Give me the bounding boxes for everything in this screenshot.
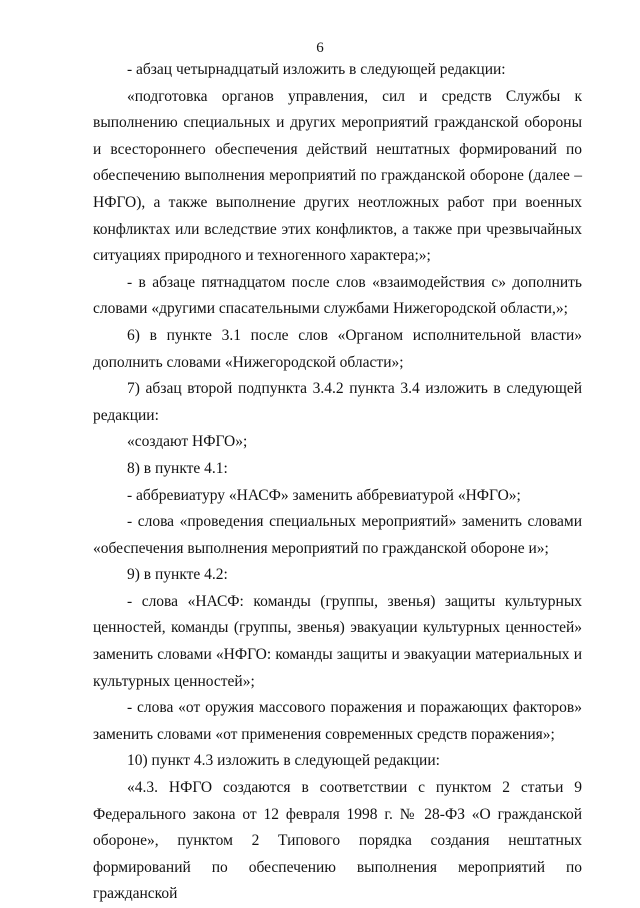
paragraph-6: «создают НФГО»; xyxy=(127,433,248,451)
paragraph-9: - слова «проведения специальных мероприятий» заменить словами «обеспечения выполнения мероприятий по гражданской обороне и»; xyxy=(93,513,582,557)
paragraph-12: - слова «от оружия массового поражения и поражающих факторов» заменить словами «от применения современных средств поражения»; xyxy=(93,699,582,743)
page-number: 6 xyxy=(316,40,324,56)
paragraph-3: - в абзаце пятнадцатом после слов «взаимодействия с» дополнить словами «другими спасательными службами Нижегородской области,»; xyxy=(93,273,582,318)
paragraph-10: 9) в пункте 4.2: xyxy=(127,566,228,584)
paragraph-7: 8) в пункте 4.1: xyxy=(127,459,228,477)
paragraph-8: - аббревиатуру «НАСФ» заменить аббревиатурой «НФГО»; xyxy=(127,486,521,504)
paragraph-13: 10) пункт 4.3 изложить в следующей редакции: xyxy=(127,752,440,770)
paragraph-4: 6) в пункте 3.1 после слов «Органом исполнительной власти» дополнить словами «Нижегородской области»; xyxy=(93,326,582,371)
paragraph-1: - абзац четырнадцатый изложить в следующей редакции: xyxy=(127,61,506,78)
paragraph-11: - слова «НАСФ: команды (группы, звенья) защиты культурных ценностей, команды (группы, звенья) эвакуации культурных ценностей» заменить словами «НФГО: команды защиты и эвакуации материальных и культурных ценностей»; xyxy=(93,592,582,690)
paragraph-5: 7) абзац второй подпункта 3.4.2 пункта 3.4 изложить в следующей редакции: xyxy=(93,380,582,424)
paragraph-14: «4.3. НФГО создаются в соответствии с пунктом 2 статьи 9 Федерального закона от 12 февраля 1998 г. № 28-ФЗ «О гражданской обороне», пунктом 2 Типового порядка создания нештатных формирований по обеспечению выполнения мероприятий по гражданской xyxy=(93,779,582,903)
paragraph-2: «подготовка органов управления, сил и средств Службы к выполнению специальных и других мероприятий гражданской обороны и всестороннего обеспечения действий нештатных формирований по обеспечению выполнения мероприятий по гражданской обороне (далее – НФГО), а также выполнение других неотложных работ при военных конфликтах или вследствие этих конфликтов, а также при чрезвычайных ситуациях природного и техногенного характера;»; xyxy=(93,87,582,265)
document-body xyxy=(93,57,582,908)
